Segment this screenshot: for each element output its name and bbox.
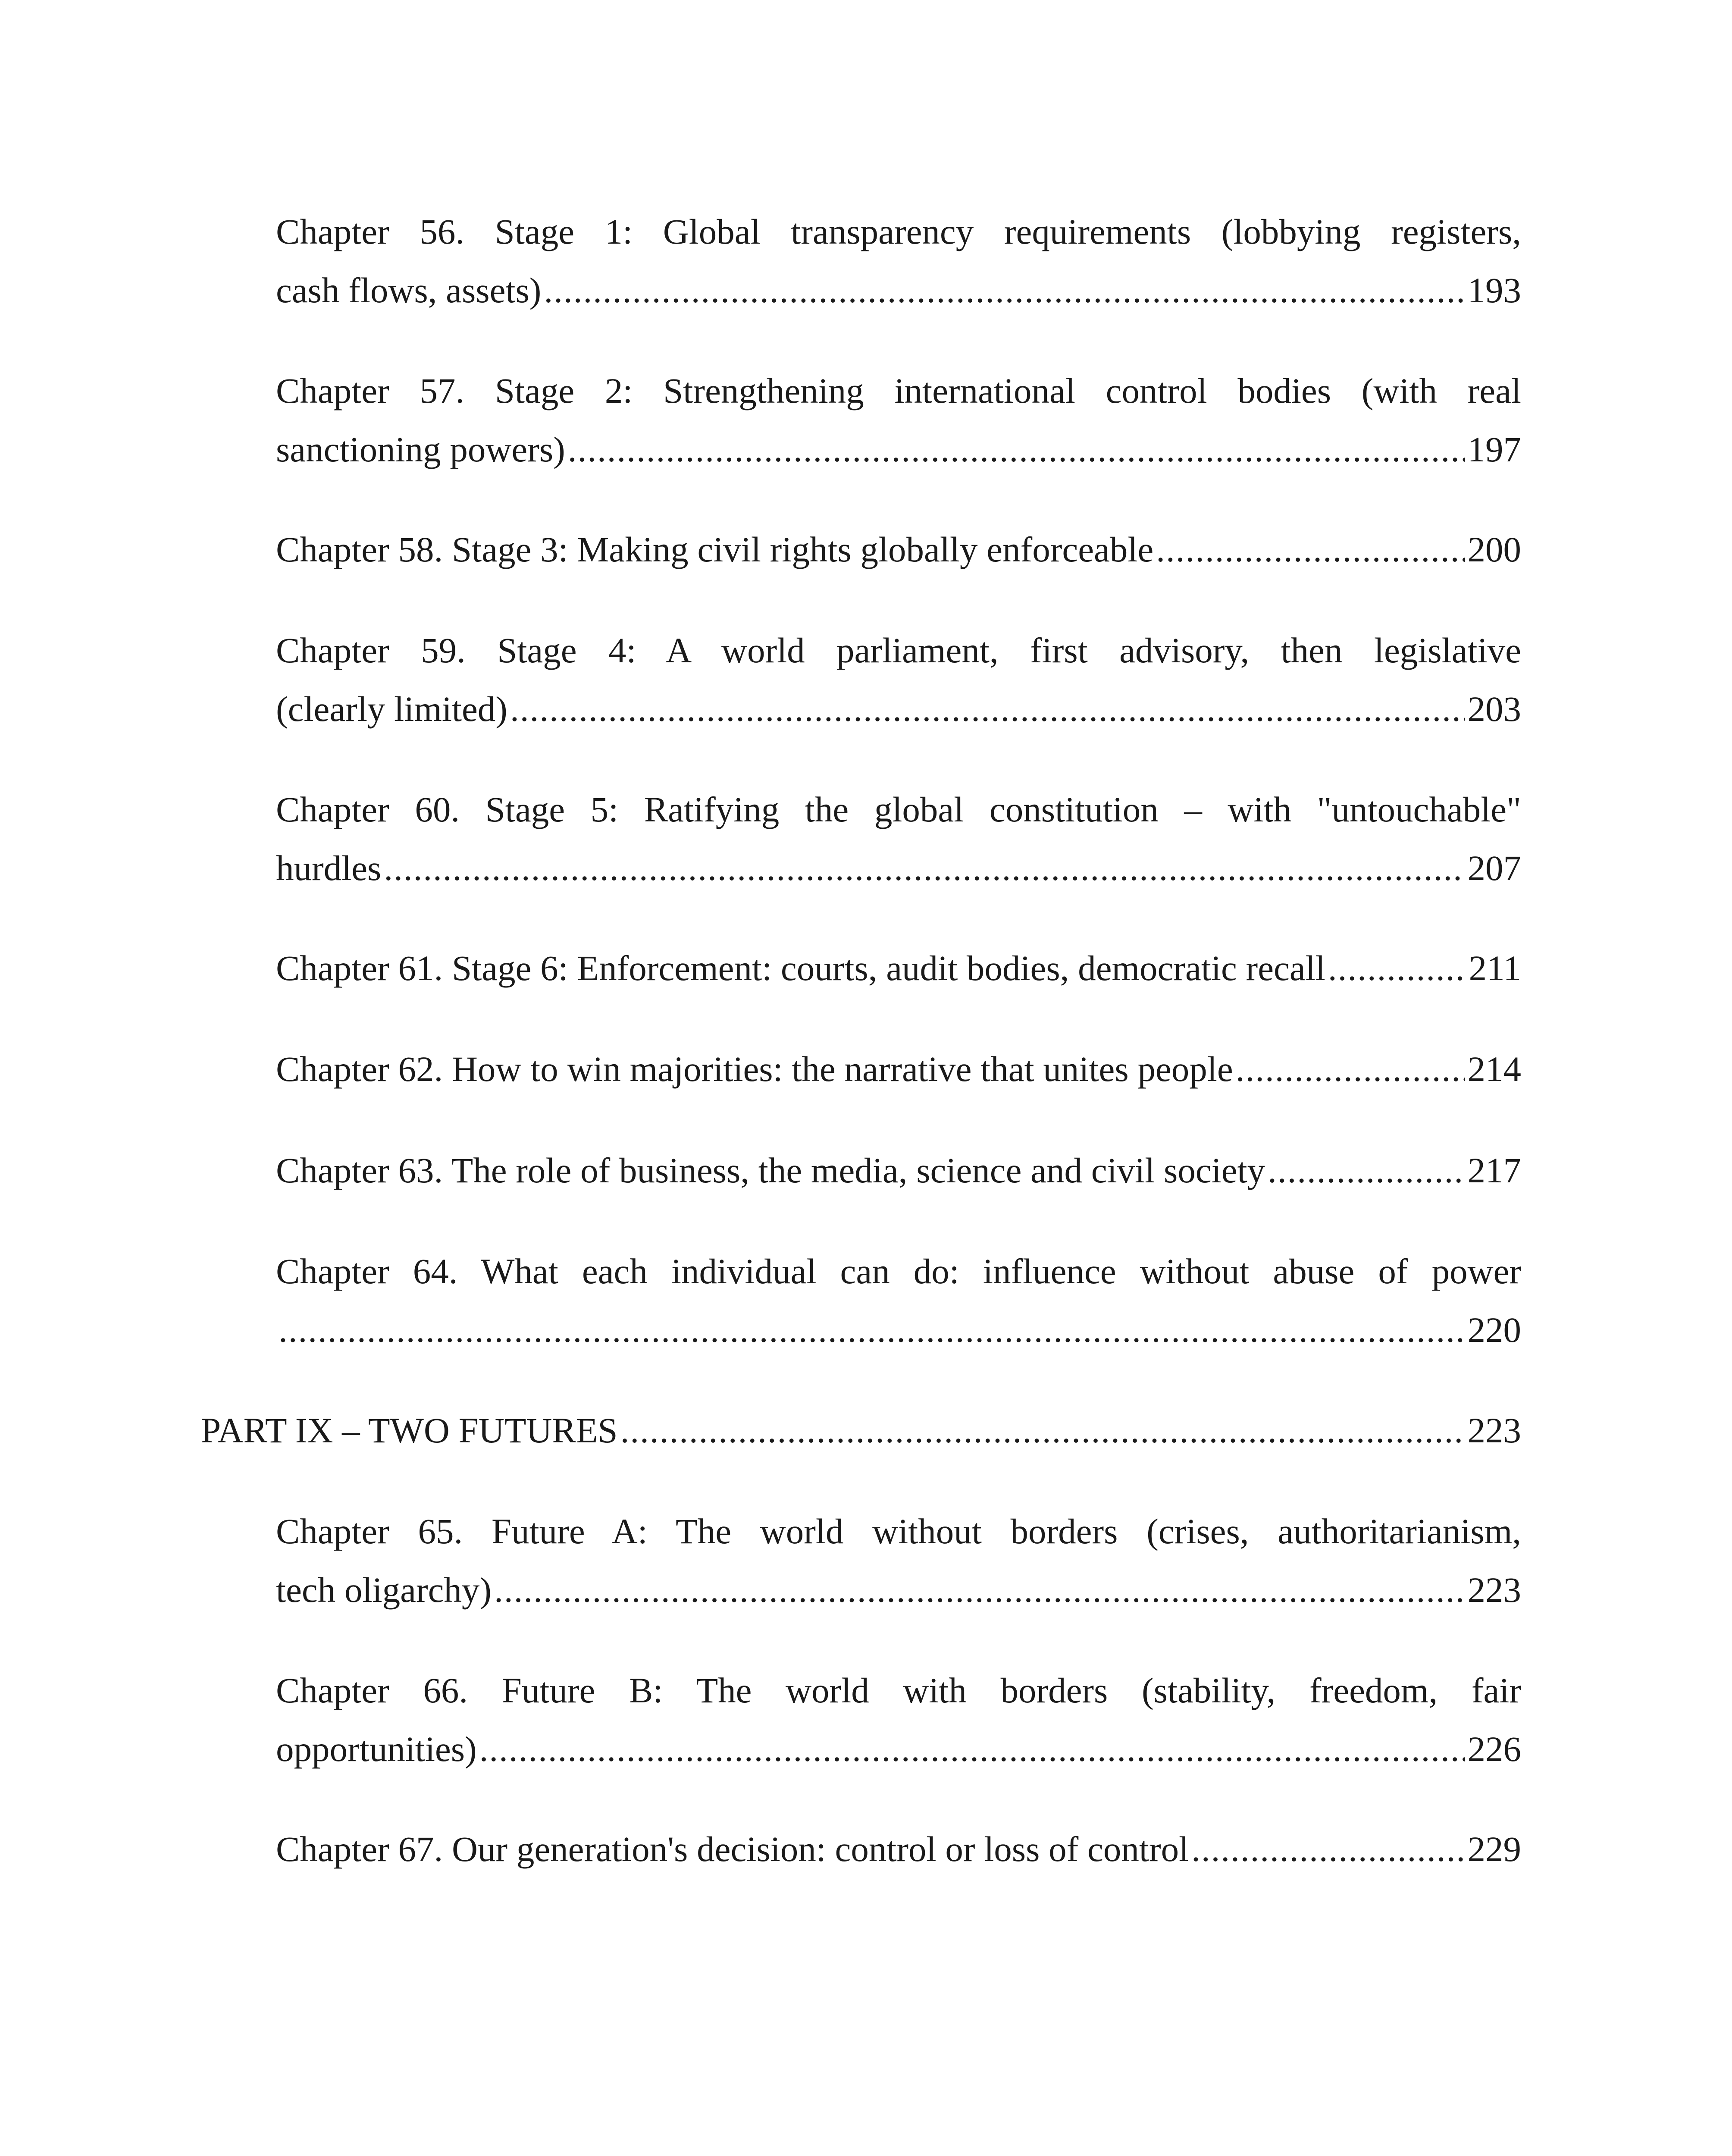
- toc-entry-title-line: Chapter 59. Stage 4: A world parliament, first advisory, then legislative: [276, 630, 1521, 670]
- dot-leader: [1191, 1820, 1465, 1878]
- dot-leader: [620, 1401, 1465, 1460]
- toc-entry-chapter-56[interactable]: [276, 202, 1521, 320]
- dot-leader: [510, 680, 1465, 738]
- dot-leader: [1328, 939, 1466, 997]
- toc-page-number: 220: [1467, 1310, 1521, 1350]
- toc-entry-chapter-64[interactable]: [276, 1242, 1521, 1359]
- toc-entry-title-continuation: tech oligarchy): [276, 1570, 492, 1610]
- toc-entry-chapter-65[interactable]: [276, 1502, 1521, 1619]
- toc-entry-chapter-63[interactable]: [276, 1141, 1521, 1200]
- toc-entry-chapter-67[interactable]: [276, 1820, 1521, 1878]
- toc-page-number: 203: [1467, 689, 1521, 729]
- dot-leader: [1156, 520, 1465, 579]
- toc-page-number: 214: [1467, 1049, 1521, 1089]
- toc-entry-chapter-58[interactable]: [276, 520, 1521, 579]
- toc-page-number: 200: [1467, 530, 1521, 569]
- dot-leader: [568, 420, 1465, 479]
- toc-entry-title-line: Chapter 64. What each individual can do: influence without abuse of power: [276, 1251, 1521, 1291]
- toc-page-number: 193: [1467, 270, 1521, 310]
- toc-entry-chapter-62[interactable]: [276, 1040, 1521, 1098]
- toc-entry-title-line: Chapter 57. Stage 2: Strengthening international control bodies (with real: [276, 371, 1521, 411]
- toc-entry-chapter-66[interactable]: [276, 1661, 1521, 1778]
- toc-page-number: 197: [1467, 429, 1521, 469]
- toc-entry-title-line: Chapter 56. Stage 1: Global transparency requirements (lobbying registers,: [276, 212, 1521, 251]
- toc-entry-chapter-59[interactable]: [276, 621, 1521, 738]
- toc-entry-chapter-60[interactable]: [276, 780, 1521, 897]
- toc-entry-title-line: Chapter 65. Future A: The world without borders (crises, authoritarianism,: [276, 1511, 1521, 1551]
- dot-leader: [384, 839, 1465, 897]
- toc-entry-title-line: Chapter 60. Stage 5: Ratifying the global constitution – with "untouchable": [276, 790, 1521, 829]
- toc-entry-title: Chapter 61. Stage 6: Enforcement: courts, audit bodies, democratic recall: [276, 948, 1325, 988]
- toc-entry-chapter-57[interactable]: [276, 361, 1521, 479]
- toc-entry-chapter-61[interactable]: [276, 939, 1521, 997]
- toc-page-number: 223: [1467, 1570, 1521, 1610]
- toc-entry-title-continuation: hurdles: [276, 848, 382, 888]
- toc-page-number: 217: [1467, 1150, 1521, 1190]
- toc-entry-title: Chapter 62. How to win majorities: the narrative that unites people: [276, 1049, 1233, 1089]
- toc-entry-title-continuation: (clearly limited): [276, 689, 507, 729]
- toc-entry-title-continuation: cash flows, assets): [276, 270, 542, 310]
- toc-entry-title-continuation: sanctioning powers): [276, 429, 565, 469]
- toc-page-number: 211: [1469, 948, 1521, 988]
- toc-page-number: 207: [1467, 848, 1521, 888]
- toc-entry-title: Chapter 63. The role of business, the media, science and civil society: [276, 1150, 1265, 1190]
- toc-entry-part-ix[interactable]: [201, 1401, 1521, 1460]
- toc-page-number: 226: [1467, 1729, 1521, 1769]
- dot-leader: [494, 1561, 1465, 1619]
- toc-page-number: 229: [1467, 1829, 1521, 1869]
- toc-entry-title-line: Chapter 66. Future B: The world with borders (stability, freedom, fair: [276, 1670, 1521, 1710]
- dot-leader: [544, 261, 1465, 320]
- toc-page-number: 223: [1467, 1410, 1521, 1450]
- toc-part-title: PART IX – TWO FUTURES: [201, 1410, 618, 1450]
- toc-entry-title: Chapter 67. Our generation's decision: control or loss of control: [276, 1829, 1189, 1869]
- toc-entry-title: Chapter 58. Stage 3: Making civil rights globally enforceable: [276, 530, 1154, 569]
- dot-leader: [279, 1300, 1465, 1359]
- dot-leader: [1268, 1141, 1465, 1200]
- toc-entry-title-continuation: opportunities): [276, 1729, 477, 1769]
- dot-leader: [479, 1720, 1465, 1778]
- dot-leader: [1236, 1040, 1465, 1098]
